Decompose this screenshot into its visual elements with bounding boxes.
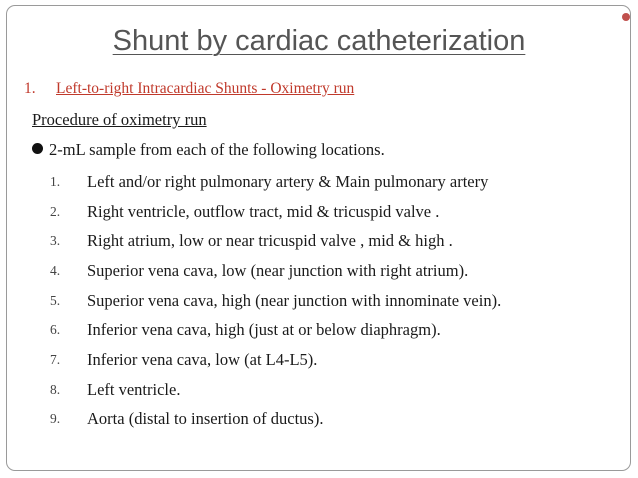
procedure-label: Procedure of oximetry run — [32, 110, 207, 129]
list-item-text: Aorta (distal to insertion of ductus). — [87, 409, 324, 429]
list-item-text: Right ventricle, outflow tract, mid & tricuspid valve . — [87, 201, 440, 221]
section-heading — [24, 80, 354, 98]
list-item-number: 6. — [50, 322, 61, 338]
slide-title: Shunt by cardiac catheterization — [112, 25, 526, 57]
list-item-text: Inferior vena cava, low (at L4-L5). — [87, 349, 318, 369]
locations-list — [50, 167, 501, 434]
list-item-number: 9. — [50, 411, 61, 427]
list-item — [50, 167, 501, 197]
list-item-number: 8. — [50, 381, 61, 397]
section-number: 1. — [24, 80, 36, 97]
list-item-number: 3. — [50, 233, 61, 249]
list-item — [50, 197, 501, 227]
bullet-point — [32, 140, 385, 160]
list-item-number: 4. — [50, 262, 61, 278]
list-item — [50, 286, 501, 316]
list-item-text: Inferior vena cava, high (just at or below diaphragm). — [87, 320, 441, 340]
list-item-text: Superior vena cava, low (near junction with right atrium). — [87, 260, 469, 280]
list-item — [50, 226, 501, 256]
list-item — [50, 405, 501, 435]
list-item — [50, 256, 501, 286]
list-item — [50, 315, 501, 345]
bullet-text: 2-mL sample from each of the following locations. — [49, 140, 385, 159]
list-item-text: Superior vena cava, high (near junction with innominate vein). — [87, 290, 502, 310]
list-item-number: 7. — [50, 351, 61, 367]
list-item — [50, 345, 501, 375]
list-item-number: 5. — [50, 292, 61, 308]
section-heading-text: Left-to-right Intracardiac Shunts - Oximetry run — [56, 80, 355, 97]
list-item-number: 2. — [50, 203, 61, 219]
list-item — [50, 375, 501, 405]
bullet-icon — [32, 143, 43, 154]
list-item-text: Left ventricle. — [87, 379, 181, 399]
list-item-text: Right atrium, low or near tricuspid valve , mid & high . — [87, 231, 453, 251]
corner-dot-decoration — [622, 13, 630, 21]
list-item-number: 1. — [50, 173, 61, 189]
list-item-text: Left and/or right pulmonary artery & Main pulmonary artery — [87, 171, 489, 191]
